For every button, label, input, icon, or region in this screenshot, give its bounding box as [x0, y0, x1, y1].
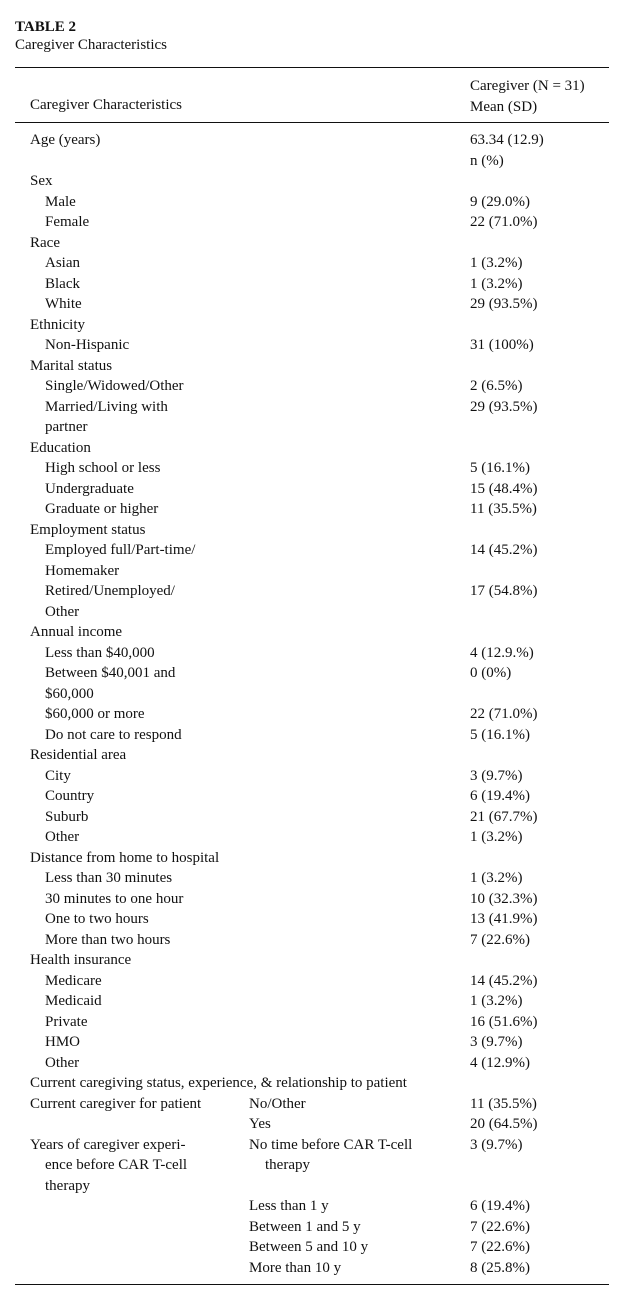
row-value: 29 (93.5%): [470, 398, 538, 415]
table-row: [0, 1258, 628, 1279]
table-row: [0, 499, 628, 520]
row-sublabel: Yes: [249, 1116, 271, 1132]
row-value: 8 (25.8%): [470, 1259, 530, 1276]
row-value: 11 (35.5%): [470, 1095, 537, 1112]
row-sublabel: No time before CAR T-cell: [249, 1136, 413, 1153]
row-label: Employed full/Part-time/: [45, 542, 196, 558]
table-row: [0, 397, 628, 418]
row-label: Residential area: [30, 747, 127, 763]
row-label: Education: [30, 439, 91, 456]
row-value: 1 (3.2%): [470, 255, 523, 271]
row-label: White: [45, 296, 82, 312]
table-row: [0, 950, 628, 971]
table-row: [0, 294, 628, 315]
table-row: [0, 192, 628, 213]
table-row: [0, 417, 628, 438]
table-row: [0, 848, 628, 869]
table-row: [0, 745, 628, 766]
row-label: Marital status: [30, 357, 113, 374]
table-body: [0, 130, 628, 1278]
row-value: 4 (12.9.%): [470, 644, 534, 661]
row-label: Age (years): [30, 132, 101, 148]
row-label: Black: [45, 275, 80, 292]
header-caregiver-n: Caregiver (N = 31): [470, 78, 585, 94]
row-value: 9 (29.0%): [470, 193, 530, 210]
table-row: [0, 909, 628, 930]
row-label: Other: [45, 1054, 80, 1071]
row-label: Race: [30, 234, 60, 251]
row-label: Country: [45, 788, 95, 804]
table-row: [0, 725, 628, 746]
table-row: [0, 1114, 628, 1135]
table-caption: Caregiver Characteristics: [15, 37, 168, 53]
table-row: [0, 1094, 628, 1115]
row-value: 10 (32.3%): [470, 890, 538, 907]
table-row: [0, 786, 628, 807]
row-value: n (%): [470, 152, 504, 169]
row-value: 3 (9.7%): [470, 767, 523, 784]
row-sublabel: Between 1 and 5 y: [249, 1218, 361, 1235]
row-label: $60,000 or more: [45, 706, 145, 722]
row-value: 1 (3.2%): [470, 829, 523, 845]
row-label: Private: [45, 1013, 88, 1030]
row-value: 29 (93.5%): [470, 296, 538, 312]
row-label: Male: [45, 193, 76, 210]
row-value: 4 (12.9%): [470, 1054, 530, 1071]
table-row: [0, 315, 628, 336]
row-label: One to two hours: [45, 911, 149, 927]
table-row: [0, 602, 628, 623]
row-sublabel: More than 10 y: [249, 1259, 342, 1276]
table-row: [0, 458, 628, 479]
row-label: Less than $40,000: [45, 644, 155, 661]
table-row: [0, 1217, 628, 1238]
row-value: 21 (67.7%): [470, 808, 538, 825]
table-row: [0, 520, 628, 541]
row-value: 13 (41.9%): [470, 911, 538, 927]
table-row: [0, 1053, 628, 1074]
table-row: [0, 991, 628, 1012]
row-value: 6 (19.4%): [470, 1198, 530, 1214]
row-value: 11 (35.5%): [470, 501, 537, 517]
row-value: 7 (22.6%): [470, 1218, 530, 1235]
row-label: Distance from home to hospital: [30, 849, 220, 866]
header-col-characteristics: Caregiver Characteristics: [30, 97, 183, 113]
row-value: 7 (22.6%): [470, 931, 530, 948]
row-value: 63.34 (12.9): [470, 132, 544, 148]
table-row: [0, 807, 628, 828]
table-row: [0, 766, 628, 787]
row-label: 30 minutes to one hour: [45, 890, 184, 907]
table-row: [0, 438, 628, 459]
row-value: 1 (3.2%): [470, 993, 523, 1009]
row-label: Undergraduate: [45, 480, 134, 497]
header-mean-sd: Mean (SD): [470, 99, 538, 115]
row-label: Annual income: [30, 624, 123, 640]
row-label: Homemaker: [45, 562, 120, 579]
table-row: [0, 868, 628, 889]
row-label: Sex: [30, 173, 53, 189]
row-label: $60,000: [45, 685, 94, 702]
table-row: [0, 704, 628, 725]
row-value: 5 (16.1%): [470, 460, 530, 476]
table-row: [0, 581, 628, 602]
table-row: [0, 643, 628, 664]
table-row: [0, 212, 628, 233]
row-value: 31 (100%): [470, 337, 534, 353]
row-label: Current caregiver for patient: [30, 1095, 202, 1112]
row-label: Single/Widowed/Other: [45, 378, 184, 394]
table-row: [0, 1135, 628, 1156]
row-sublabel: Less than 1 y: [249, 1198, 329, 1214]
table-row: [0, 274, 628, 295]
row-value: 3 (9.7%): [470, 1034, 523, 1050]
table-row: [0, 684, 628, 705]
header-rule: [15, 122, 609, 123]
row-value: 15 (48.4%): [470, 480, 538, 497]
top-rule: [15, 67, 609, 68]
row-label: Medicaid: [45, 993, 102, 1009]
table-row: [0, 356, 628, 377]
row-value: 22 (71.0%): [470, 214, 538, 230]
table-row: [0, 930, 628, 951]
table-row: [0, 1032, 628, 1053]
row-label: Graduate or higher: [45, 501, 159, 517]
row-value: 2 (6.5%): [470, 378, 523, 394]
row-sublabel: No/Other: [249, 1095, 306, 1112]
table-row: [0, 1073, 628, 1094]
row-value: 1 (3.2%): [470, 870, 523, 886]
row-label: Ethnicity: [30, 316, 85, 333]
row-label: Other: [45, 829, 80, 845]
row-value: 3 (9.7%): [470, 1136, 523, 1153]
table-row: [0, 376, 628, 397]
table-row: [0, 1196, 628, 1217]
bottom-rule: [15, 1284, 609, 1285]
row-value: 7 (22.6%): [470, 1239, 530, 1255]
table-row: [0, 130, 628, 151]
row-label: Between $40,001 and: [45, 665, 176, 681]
row-label: Retired/Unemployed/: [45, 583, 175, 599]
row-label: Current caregiving status, experience, & relationship to patient: [30, 1075, 407, 1091]
row-sublabel: therapy: [265, 1157, 310, 1173]
table-row: [0, 663, 628, 684]
row-value: 6 (19.4%): [470, 788, 530, 804]
row-label: Do not care to respond: [45, 726, 182, 743]
table-row: [0, 335, 628, 356]
row-label: Female: [45, 214, 90, 230]
row-value: 1 (3.2%): [470, 275, 523, 292]
row-label: HMO: [45, 1034, 81, 1050]
row-label: partner: [45, 419, 88, 435]
row-value: 0 (0%): [470, 665, 512, 681]
table-row: [0, 1237, 628, 1258]
table-row: [0, 253, 628, 274]
row-value: 14 (45.2%): [470, 542, 538, 558]
row-label: City: [45, 767, 71, 784]
row-value: 16 (51.6%): [470, 1013, 538, 1030]
row-label: Employment status: [30, 521, 146, 538]
table-title-block: [15, 18, 167, 55]
row-value: 22 (71.0%): [470, 706, 538, 722]
row-label: Asian: [45, 255, 80, 271]
header-col-caregiver: [470, 76, 585, 118]
row-label: High school or less: [45, 460, 161, 476]
row-label: Non-Hispanic: [45, 337, 130, 353]
table-row: [0, 540, 628, 561]
table-row: [0, 622, 628, 643]
row-value: 20 (64.5%): [470, 1116, 538, 1132]
row-value: 17 (54.8%): [470, 583, 538, 599]
row-label: Years of caregiver experi-: [30, 1136, 186, 1153]
row-label: Medicare: [45, 972, 102, 989]
row-value: 14 (45.2%): [470, 972, 538, 989]
row-label: More than two hours: [45, 931, 171, 948]
table-row: [0, 971, 628, 992]
row-label: ence before CAR T-cell: [45, 1157, 188, 1173]
table-row: [0, 171, 628, 192]
row-label: Health insurance: [30, 952, 132, 968]
table-row: [0, 1176, 628, 1197]
table-row: [0, 479, 628, 500]
row-label: Less than 30 minutes: [45, 870, 173, 886]
table-row: [0, 561, 628, 582]
table-row: [0, 233, 628, 254]
table-row: [0, 889, 628, 910]
row-label: Other: [45, 603, 80, 620]
row-sublabel: Between 5 and 10 y: [249, 1239, 369, 1255]
table-row: [0, 1155, 628, 1176]
row-label: Suburb: [45, 808, 89, 825]
table-row: [0, 1012, 628, 1033]
row-value: 5 (16.1%): [470, 726, 530, 743]
row-label: Married/Living with: [45, 398, 168, 415]
table-row: [0, 827, 628, 848]
table-row: [0, 151, 628, 172]
table-label: TABLE 2: [15, 19, 76, 35]
row-label: therapy: [45, 1177, 90, 1194]
